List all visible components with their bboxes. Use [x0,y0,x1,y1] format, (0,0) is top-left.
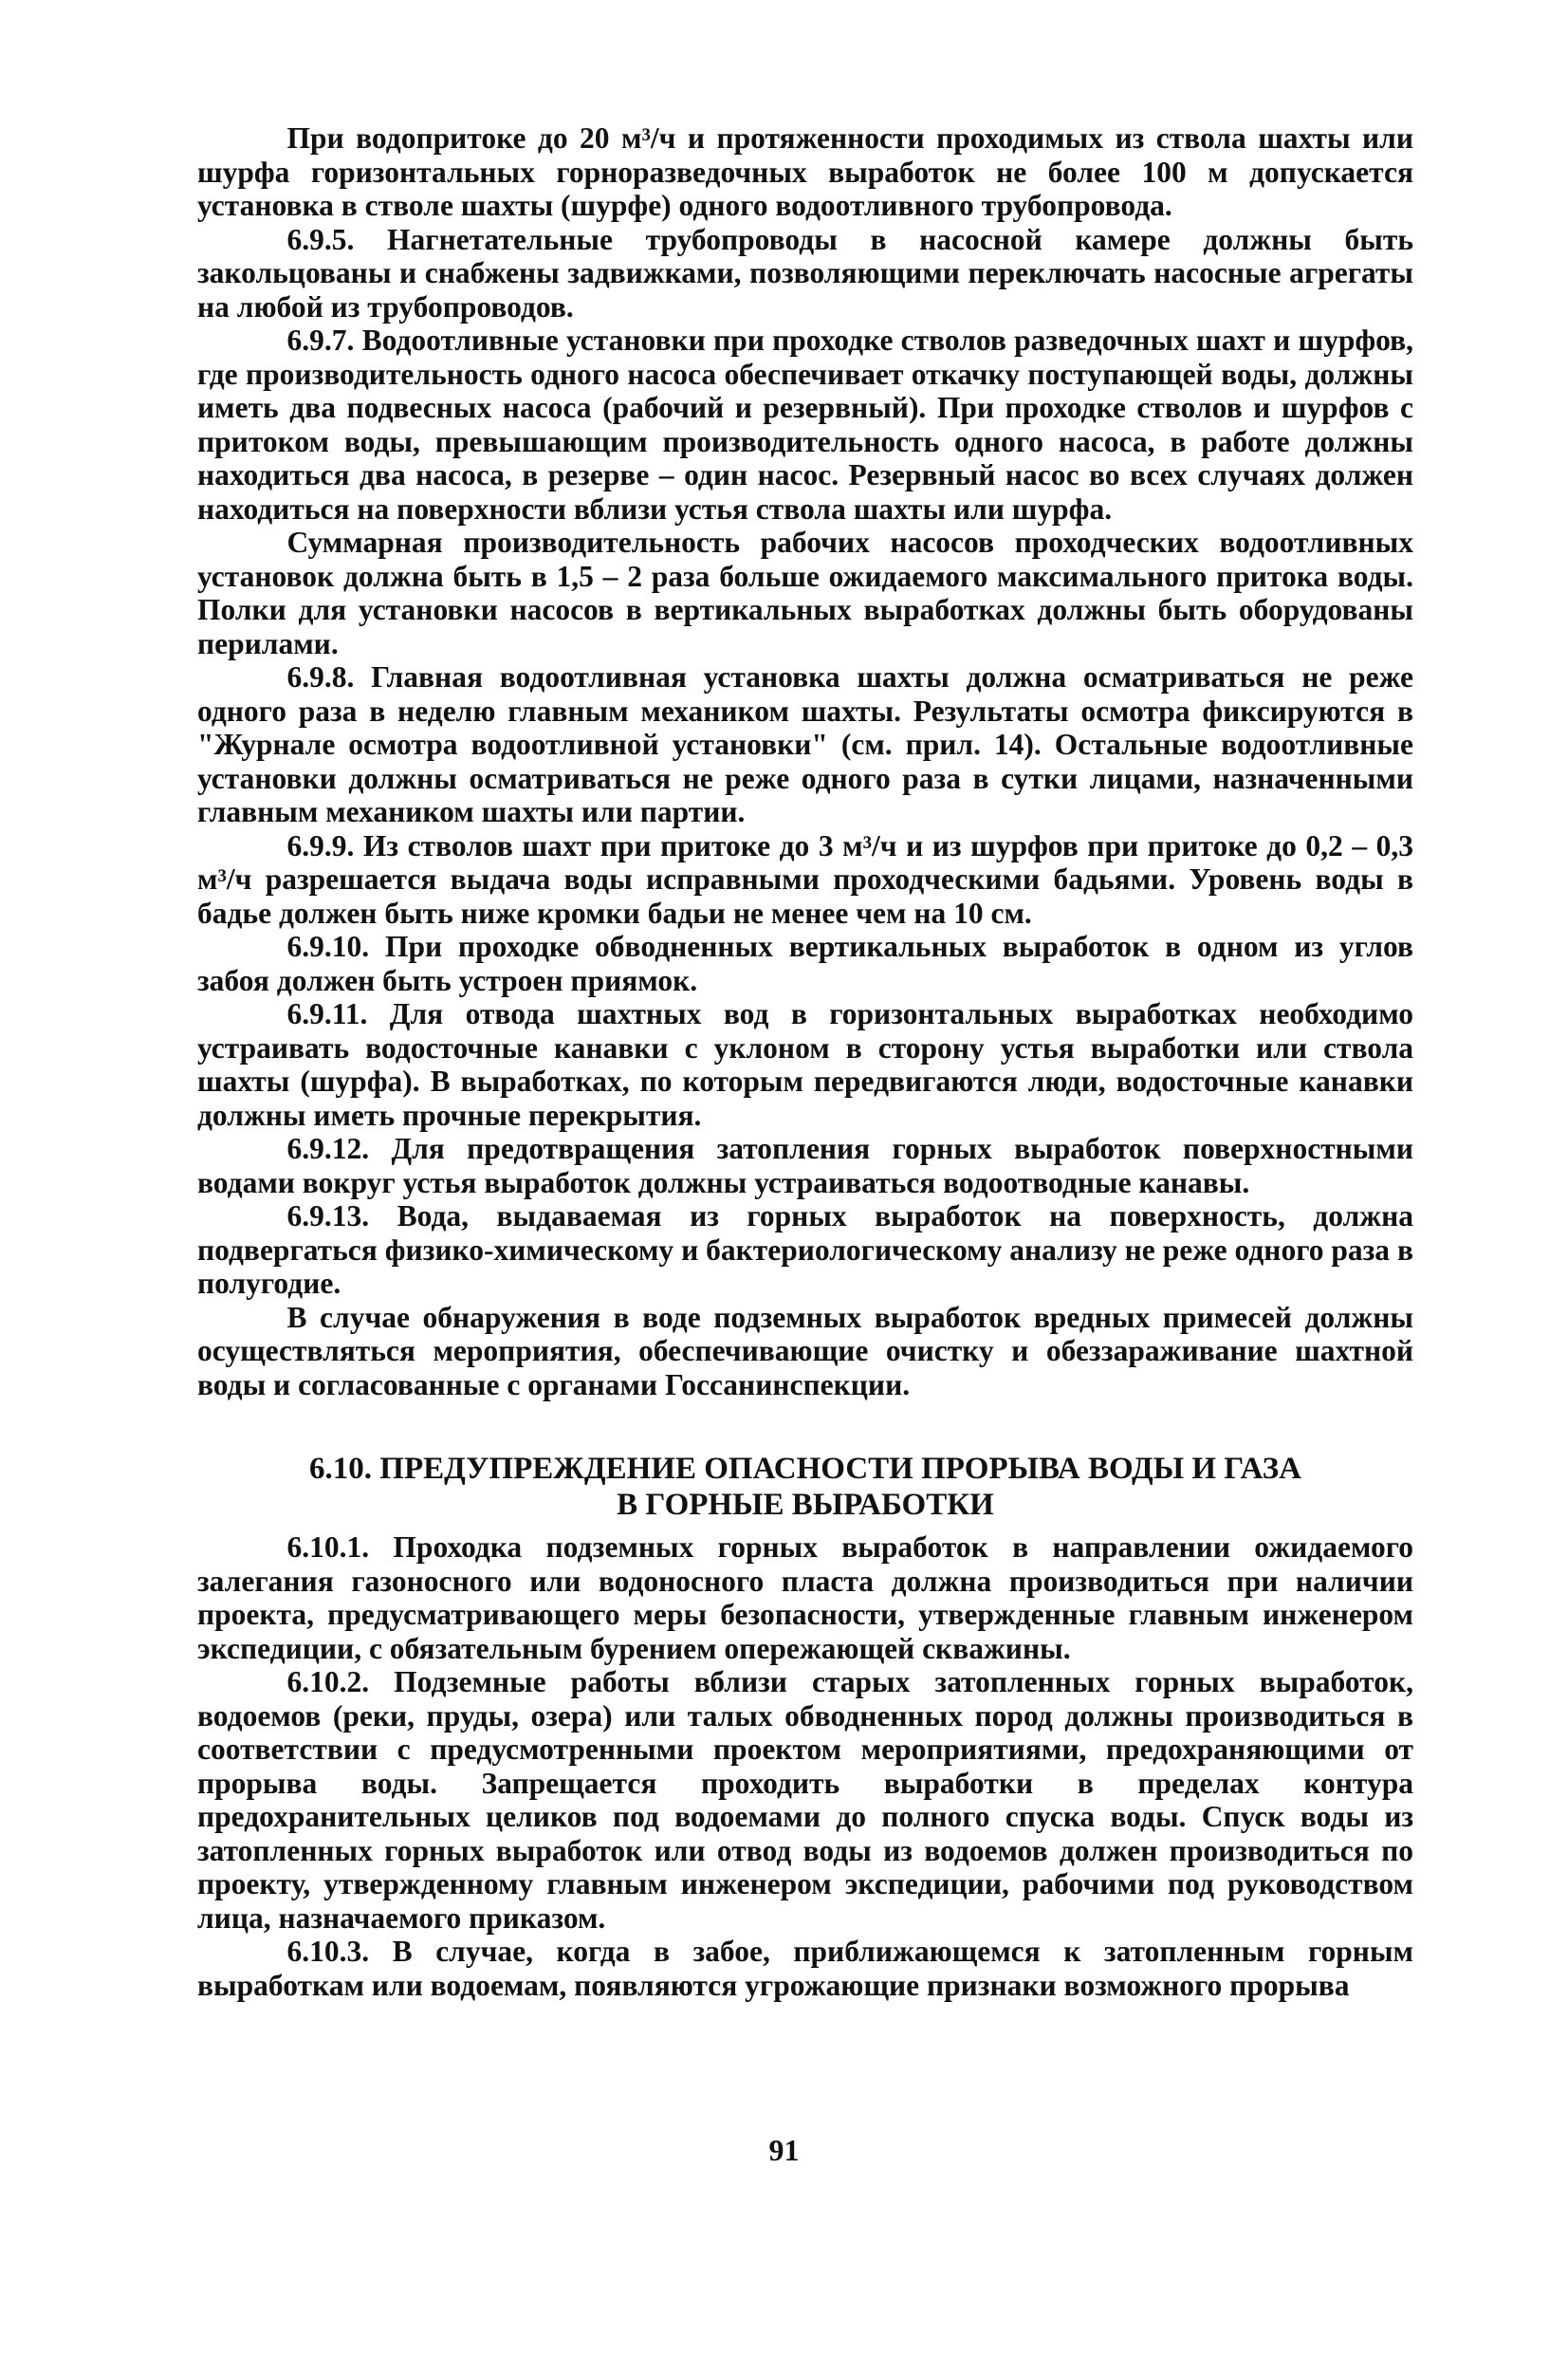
paragraph: 6.9.11. Для отвода шахтных вод в горизонтальных выработках необходимо устраивать водосточные канавки с уклоном в сторону устья выработки или ствола шахты (шурфа). В выработках, по которым передвигаются люди, водосточные канавки должны иметь прочные перекрытия. [197,997,1413,1132]
paragraph: 6.9.13. Вода, выдаваемая из горных выработок на поверхность, должна подвергаться физико-химическому и бактериологическому анализу не реже одного раза в полугодие. [197,1199,1413,1300]
body-text-section-6-9 [197,121,1413,1401]
section-heading-line-1: 6.10. ПРЕДУПРЕЖДЕНИЕ ОПАСНОСТИ ПРОРЫВА ВОДЫ И ГАЗА [309,1452,1301,1486]
page-number: 91 [768,2133,800,2167]
paragraph: В случае обнаружения в воде подземных выработок вредных примесей должны осуществляться мероприятия, обеспечивающие очистку и обеззараживание шахтной воды и согласованные с органами Госсанинспекции. [197,1300,1413,1401]
body-text-section-6-10 [197,1530,1413,2002]
paragraph: Суммарная производительность рабочих насосов проходческих водоотливных установок должна быть в 1,5 – 2 раза больше ожидаемого максимального притока воды. Полки для установки насосов в вертикальных выработках должны быть оборудованы перилами. [197,526,1413,660]
section-heading-line-2: В ГОРНЫЕ ВЫРАБОТКИ [617,1488,994,1522]
paragraph: 6.9.8. Главная водоотливная установка шахты должна осматриваться не реже одного раза в неделю главным механиком шахты. Результаты осмотра фиксируются в "Журнале осмотра водоотливной установки" (см. прил. 14). Остальные водоотливные установки должны осматриваться не реже одного раза в сутки лицами, назначенными главным механиком шахты или партии. [197,660,1413,828]
paragraph: 6.9.12. Для предотвращения затопления горных выработок поверхностными водами вокруг устья выработок должны устраиваться водоотводные канавы. [197,1132,1413,1199]
paragraph: 6.10.1. Проходка подземных горных выработок в направлении ожидаемого залегания газоносного или водоносного пласта должна производиться при наличии проекта, предусматривающего меры безопасности, утвержденные главным инженером экспедиции, с обязательным бурением опережающей скважины. [197,1530,1413,1665]
section-heading [197,1451,1413,1523]
paragraph: 6.10.3. В случае, когда в забое, приближающемся к затопленным горным выработкам или водоемам, появляются угрожающие признаки возможного прорыва [197,1935,1413,2002]
paragraph: При водопритоке до 20 м³/ч и протяженности проходимых из ствола шахты или шурфа горизонтальных горноразведочных выработок не более 100 м допускается установка в стволе шахты (шурфе) одного водоотливного трубопровода. [197,121,1413,222]
paragraph: 6.9.5. Нагнетательные трубопроводы в насосной камере должны быть закольцованы и снабжены задвижками, позволяющими переключать насосные агрегаты на любой из трубопроводов. [197,222,1413,324]
paragraph: 6.9.10. При проходке обводненных вертикальных выработок в одном из углов забоя должен быть устроен приямок. [197,930,1413,997]
paragraph: 6.10.2. Подземные работы вблизи старых затопленных горных выработок, водоемов (реки, пруды, озера) или талых обводненных пород должны производиться в соответствии с предусмотренными проектом мероприятиями, предохраняющими от прорыва воды. Запрещается проходить выработки в пределах контура предохранительных целиков под водоемами до полного спуска воды. Спуск воды из затопленных горных выработок или отвод воды из водоемов должен производиться по проекту, утвержденному главным инженером экспедиции, рабочими под руководством лица, назначаемого приказом. [197,1665,1413,1935]
page-body [197,121,1413,2002]
paragraph: 6.9.9. Из стволов шахт при притоке до 3 м³/ч и из шурфов при притоке до 0,2 – 0,3 м³/ч разрешается выдача воды исправными проходческими бадьями. Уровень воды в бадье должен быть ниже кромки бадьи не менее чем на 10 см. [197,828,1413,930]
paragraph: 6.9.7. Водоотливные установки при проходке стволов разведочных шахт и шурфов, где производительность одного насоса обеспечивает откачку поступающей воды, должны иметь два подвесных насоса (рабочий и резервный). При проходке стволов и шурфов с притоком воды, превышающим производительность одного насоса, в работе должны находиться два насоса, в резерве – один насос. Резервный насос во всех случаях должен находиться на поверхности вблизи устья ствола шахты или шурфа. [197,324,1413,526]
